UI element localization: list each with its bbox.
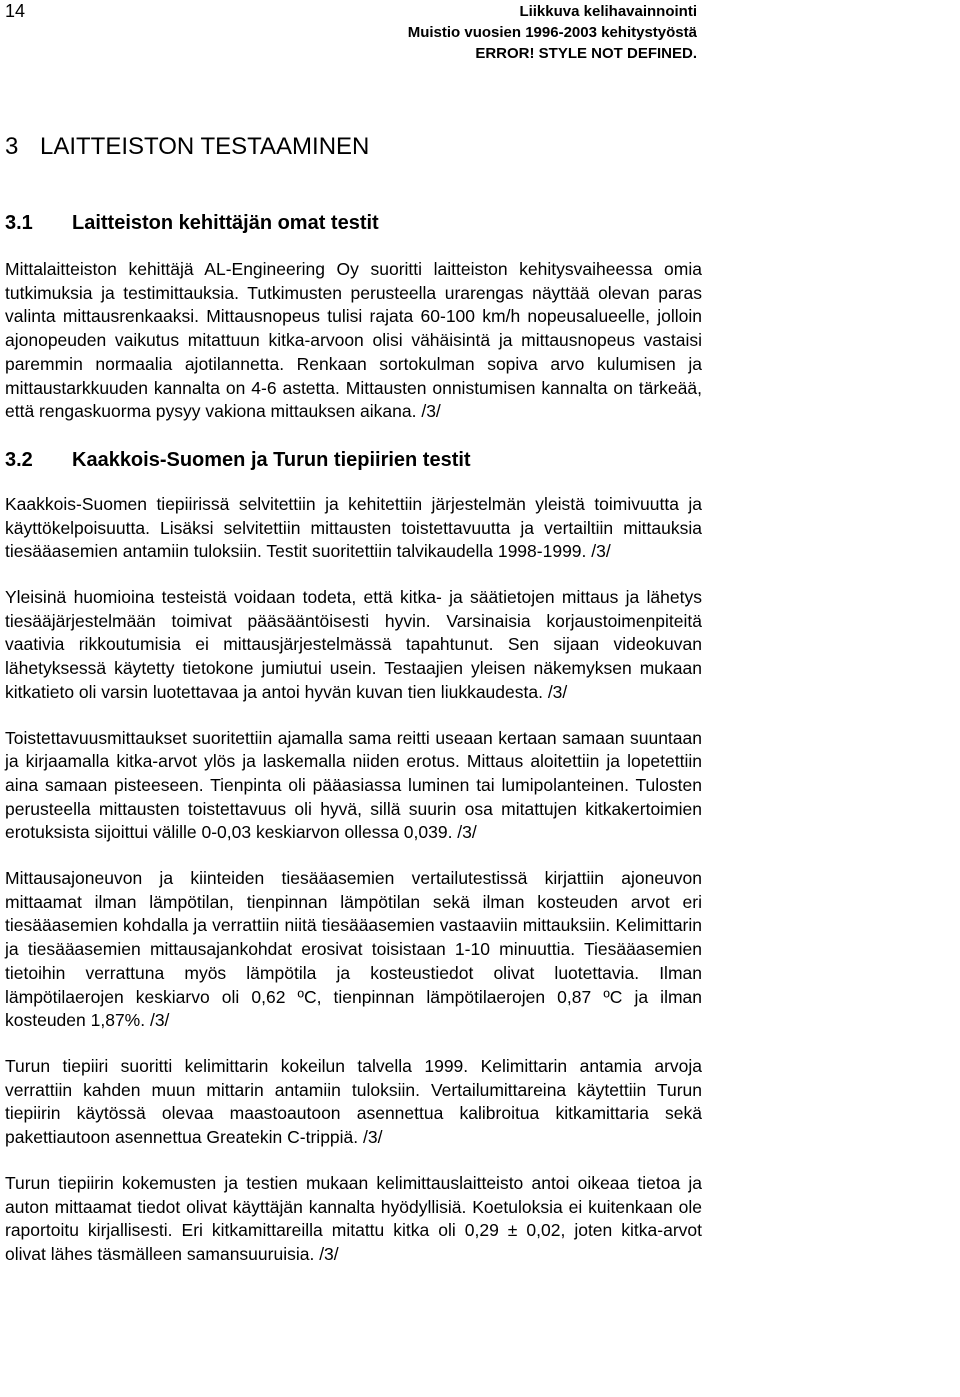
section-number: 3.1 (5, 212, 33, 234)
page-number: 14 (5, 1, 26, 21)
section-heading-3-2 (5, 447, 702, 473)
chapter-title: LAITTEISTON TESTAAMINEN (40, 133, 370, 160)
running-header-title: Liikkuva kelihavainnointi (519, 3, 697, 20)
running-header-subtitle: Muistio vuosien 1996-2003 kehitystyöstä (407, 24, 697, 41)
paragraph: Kaakkois-Suomen tiepiirissä selvitettiin ja kehitettiin järjestelmän yleistä toimivuutta ja käyttökelpoisuutta. Lisäksi selvitettiin mittausten toistettavuutta ja vertailtiin mittauksia tiesääasemien antamiin tuloksiin. Testit suoritettiin talvikaudella 1998-1999. /3/ (5, 493, 702, 562)
section-number: 3.2 (5, 448, 33, 471)
paragraph: Turun tiepiiri suoritti kelimittarin kokeilun talvella 1999. Kelimittarin antamia arvoja verrattiin kahden muun mittarin antamiin tuloksiin. Vertailumittareina käytettiin Turun tiepiirin käytössä olevaa maastoautoon asennettua kalibroitua kitkamittaria sekä pakettiautoon asennettua Greatekin C-trippiä. /3/ (5, 1055, 702, 1148)
chapter-heading (5, 128, 702, 166)
running-header (408, 1, 697, 64)
section-title: Kaakkois-Suomen ja Turun tiepiirien testit (72, 448, 471, 471)
paragraph: Mittausajoneuvon ja kiinteiden tiesääasemien vertailutestissä kirjattiin ajoneuvon mittaamat ilman lämpötilan, tienpinnan lämpötilan sekä ilman kosteuden arvot eri tiesääasemien kohdalla ja verrattiin niitä tiesääasemien vastaaviin mittauksiin. Kelimittarin ja tiesääasemien mittausajankohdat erosivat toisistaan 1-10 minuuttia. Tiesääasemien tietoihin verrattuna myös lämpötila ja kosteustiedot olivat luotettavia. Ilman lämpötilaerojen keskiarvo oli 0,62 ºC, tienpinnan lämpötilaerojen 0,87 ºC ja ilman kosteuden 1,87%. /3/ (5, 868, 702, 1031)
paragraph: Yleisinä huomioina testeistä voidaan todeta, että kitka- ja säätietojen mittaus ja lähetys tiesääjärjestelmään toimivat pääsääntöisesti hyvin. Varsinaisia korjaustoimenpiteitä vaativia rikkoutumisia ei mittausjärjestelmässä tapahtunut. Sen sijaan videokuvan lähetyksessä käytetty tietokone jumiutui usein. Testaajien yleisen näkemyksen mukaan kitkatieto oli varsin luotettavaa ja antoi hyvän kuvan tien liukkaudesta. /3/ (5, 587, 702, 702)
section-title: Laitteiston kehittäjän omat testit (72, 212, 379, 234)
running-header-style-error: ERROR! STYLE NOT DEFINED. (475, 45, 697, 62)
section-heading-3-1 (5, 210, 702, 236)
document-body (5, 128, 702, 1267)
paragraph: Mittalaitteiston kehittäjä AL-Engineering Oy suoritti laitteiston kehitysvaiheessa omia tutkimuksia ja testimittauksia. Tutkimusten perusteella urarengas näyttää olevan paras valinta mittausrenkaaksi. Mittausnopeus tulisi rajata 60-100 km/h nopeusalueelle, jolloin ajonopeuden vaikutus mitattuun kitka-arvoon olisi vähäisintä ja mittausnopeus vastaisi paremmin normaalia ajotilannetta. Renkaan sortokulman sopiva arvo kulumisen ja mittaustarkkuuden kannalta on 4-6 astetta. Mittausten onnistumisen kannalta on tärkeää, että rengaskuorma pysyy vakiona mittauksen aikana. /3/ (5, 259, 702, 422)
paragraph: Turun tiepiirin kokemusten ja testien mukaan kelimittauslaitteisto antoi oikeaa tietoa ja auton mittaamat tiedot olivat käyttäjän kannalta hyödyllisiä. Koetuloksia ei kuitenkaan ole raportoitu kirjallisesti. Eri kitkamittareilla mitattu kitka oli 0,29 ± 0,02, joten kitka-arvot olivat lähes täsmälleen samansuuruisia. /3/ (5, 1172, 702, 1264)
paragraph: Toistettavuusmittaukset suoritettiin ajamalla sama reitti useaan kertaan samaan suuntaan ja kirjaamalla kitka-arvot ylös ja laskemalla niiden erotus. Mittaus aloitettiin ja lopetettiin aina samaan pisteeseen. Tienpinta oli pääasiassa luminen tai lumipolanteinen. Tulosten perusteella mittausten toistettavuus oli hyvä, sillä suurin osa mitattujen kitkakertoimien erotuksista sijoittui välille 0-0,03 keskiarvon ollessa 0,039. /3/ (5, 727, 702, 843)
chapter-number: 3 (5, 133, 19, 160)
